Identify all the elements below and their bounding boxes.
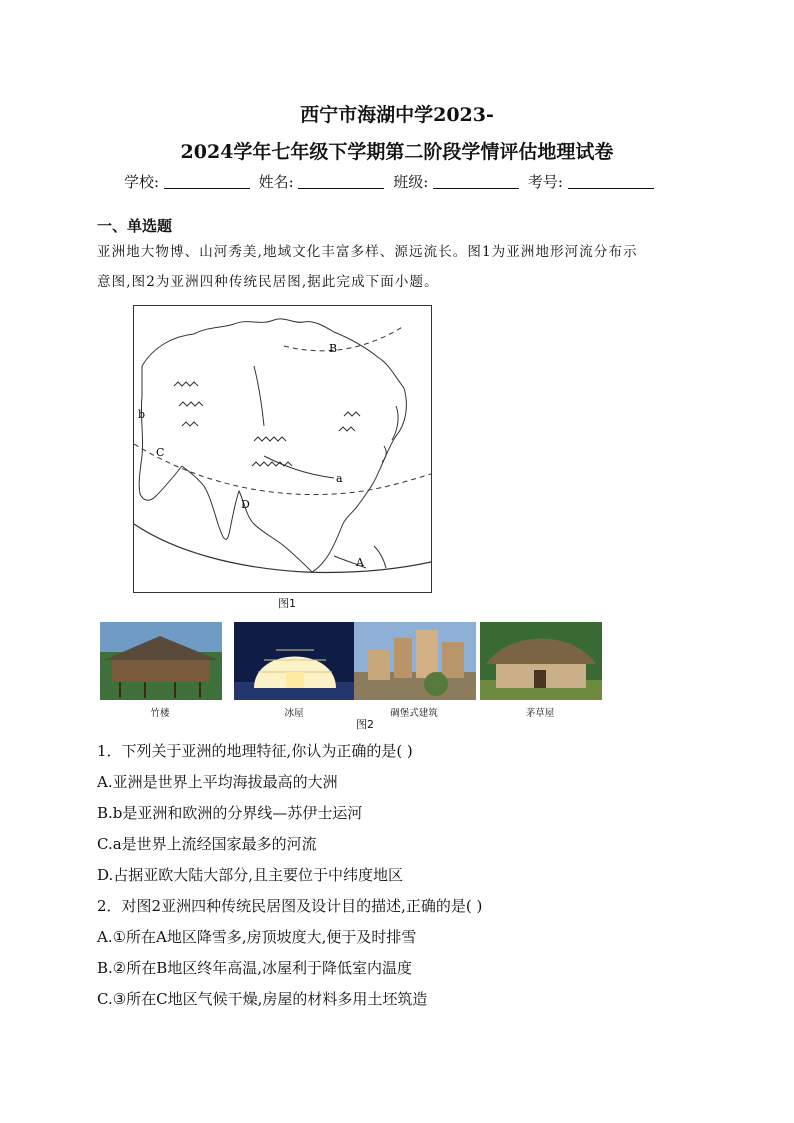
title-line-1: 西宁市海湖中学2023- xyxy=(300,104,494,126)
river-north xyxy=(254,366,264,426)
photo-bamboo-house xyxy=(100,622,222,700)
section-title: 一、单选题 xyxy=(97,217,173,235)
map-label-c: C xyxy=(156,446,165,459)
map-label-a-lower: a xyxy=(336,472,343,485)
map-label-b-upper: B xyxy=(329,342,338,355)
photo-igloo xyxy=(234,622,356,700)
student-info-row xyxy=(124,171,658,192)
question-2-stem: 2．对图2亚洲四种传统民居图及设计目的描述,正确的是( ) xyxy=(97,897,483,915)
photo-label-fortress: 碉堡式建筑 xyxy=(390,708,438,719)
q2-option-c[interactable]: C.③所在C地区气候干燥,房屋的材料多用土坯筑造 xyxy=(97,990,428,1008)
photo-label-bamboo-house: 竹楼 xyxy=(150,708,170,719)
photo-label-igloo: 冰屋 xyxy=(284,708,304,719)
arabia-coastline xyxy=(139,366,182,500)
q1-option-d[interactable]: D.占据亚欧大陆大部分,且主要位于中纬度地区 xyxy=(97,866,404,884)
japan-islands xyxy=(382,406,398,462)
exam-number-label: 考号: xyxy=(527,173,563,191)
q1-option-b[interactable]: B.b是亚洲和欧洲的分界线—苏伊士运河 xyxy=(97,804,363,822)
asia-map xyxy=(133,305,432,593)
equator-arc xyxy=(134,524,431,573)
map-label-a-upper: A xyxy=(356,556,364,569)
south-coastline xyxy=(182,466,312,572)
q1-option-c[interactable]: C.a是世界上流经国家最多的河流 xyxy=(97,835,317,853)
photo-fortress-building xyxy=(354,622,476,700)
name-label: 姓名: xyxy=(258,173,294,191)
north-coastline xyxy=(142,319,404,388)
class-blank[interactable] xyxy=(433,174,519,189)
q1-option-a[interactable]: A.亚洲是世界上平均海拔最高的大洲 xyxy=(97,773,338,791)
figure1-caption: 图1 xyxy=(278,597,296,610)
figure2-caption: 图2 xyxy=(356,718,374,731)
name-blank[interactable] xyxy=(298,174,384,189)
q2-option-a[interactable]: A.①所在A地区降雪多,房顶坡度大,便于及时排雪 xyxy=(97,928,417,946)
school-label: 学校: xyxy=(124,173,160,191)
photo-thatched-hut xyxy=(480,622,602,700)
map-label-d: D xyxy=(241,498,250,511)
class-label: 班级: xyxy=(393,173,429,191)
intro-line-2: 意图,图2为亚洲四种传统民居图,据此完成下面小题。 xyxy=(97,274,439,290)
arctic-circle-line xyxy=(284,326,404,351)
question-1-stem: 1．下列关于亚洲的地理特征,你认为正确的是( ) xyxy=(97,742,413,760)
map-label-b-lower: b xyxy=(138,408,146,421)
mountain-ranges xyxy=(174,382,360,466)
river-a xyxy=(264,456,334,478)
asia-map-svg xyxy=(134,306,431,592)
school-blank[interactable] xyxy=(164,174,250,189)
photo-label-thatched-hut: 茅草屋 xyxy=(525,708,555,719)
exam-number-blank[interactable] xyxy=(568,174,654,189)
intro-line-1: 亚洲地大物博、山河秀美,地域文化丰富多样、源远流长。图1为亚洲地形河流分布示 xyxy=(97,244,638,260)
q2-option-b[interactable]: B.②所在B地区终年高温,冰屋利于降低室内温度 xyxy=(97,959,413,977)
title-line-2: 2024学年七年级下学期第二阶段学情评估地理试卷 xyxy=(180,141,614,163)
